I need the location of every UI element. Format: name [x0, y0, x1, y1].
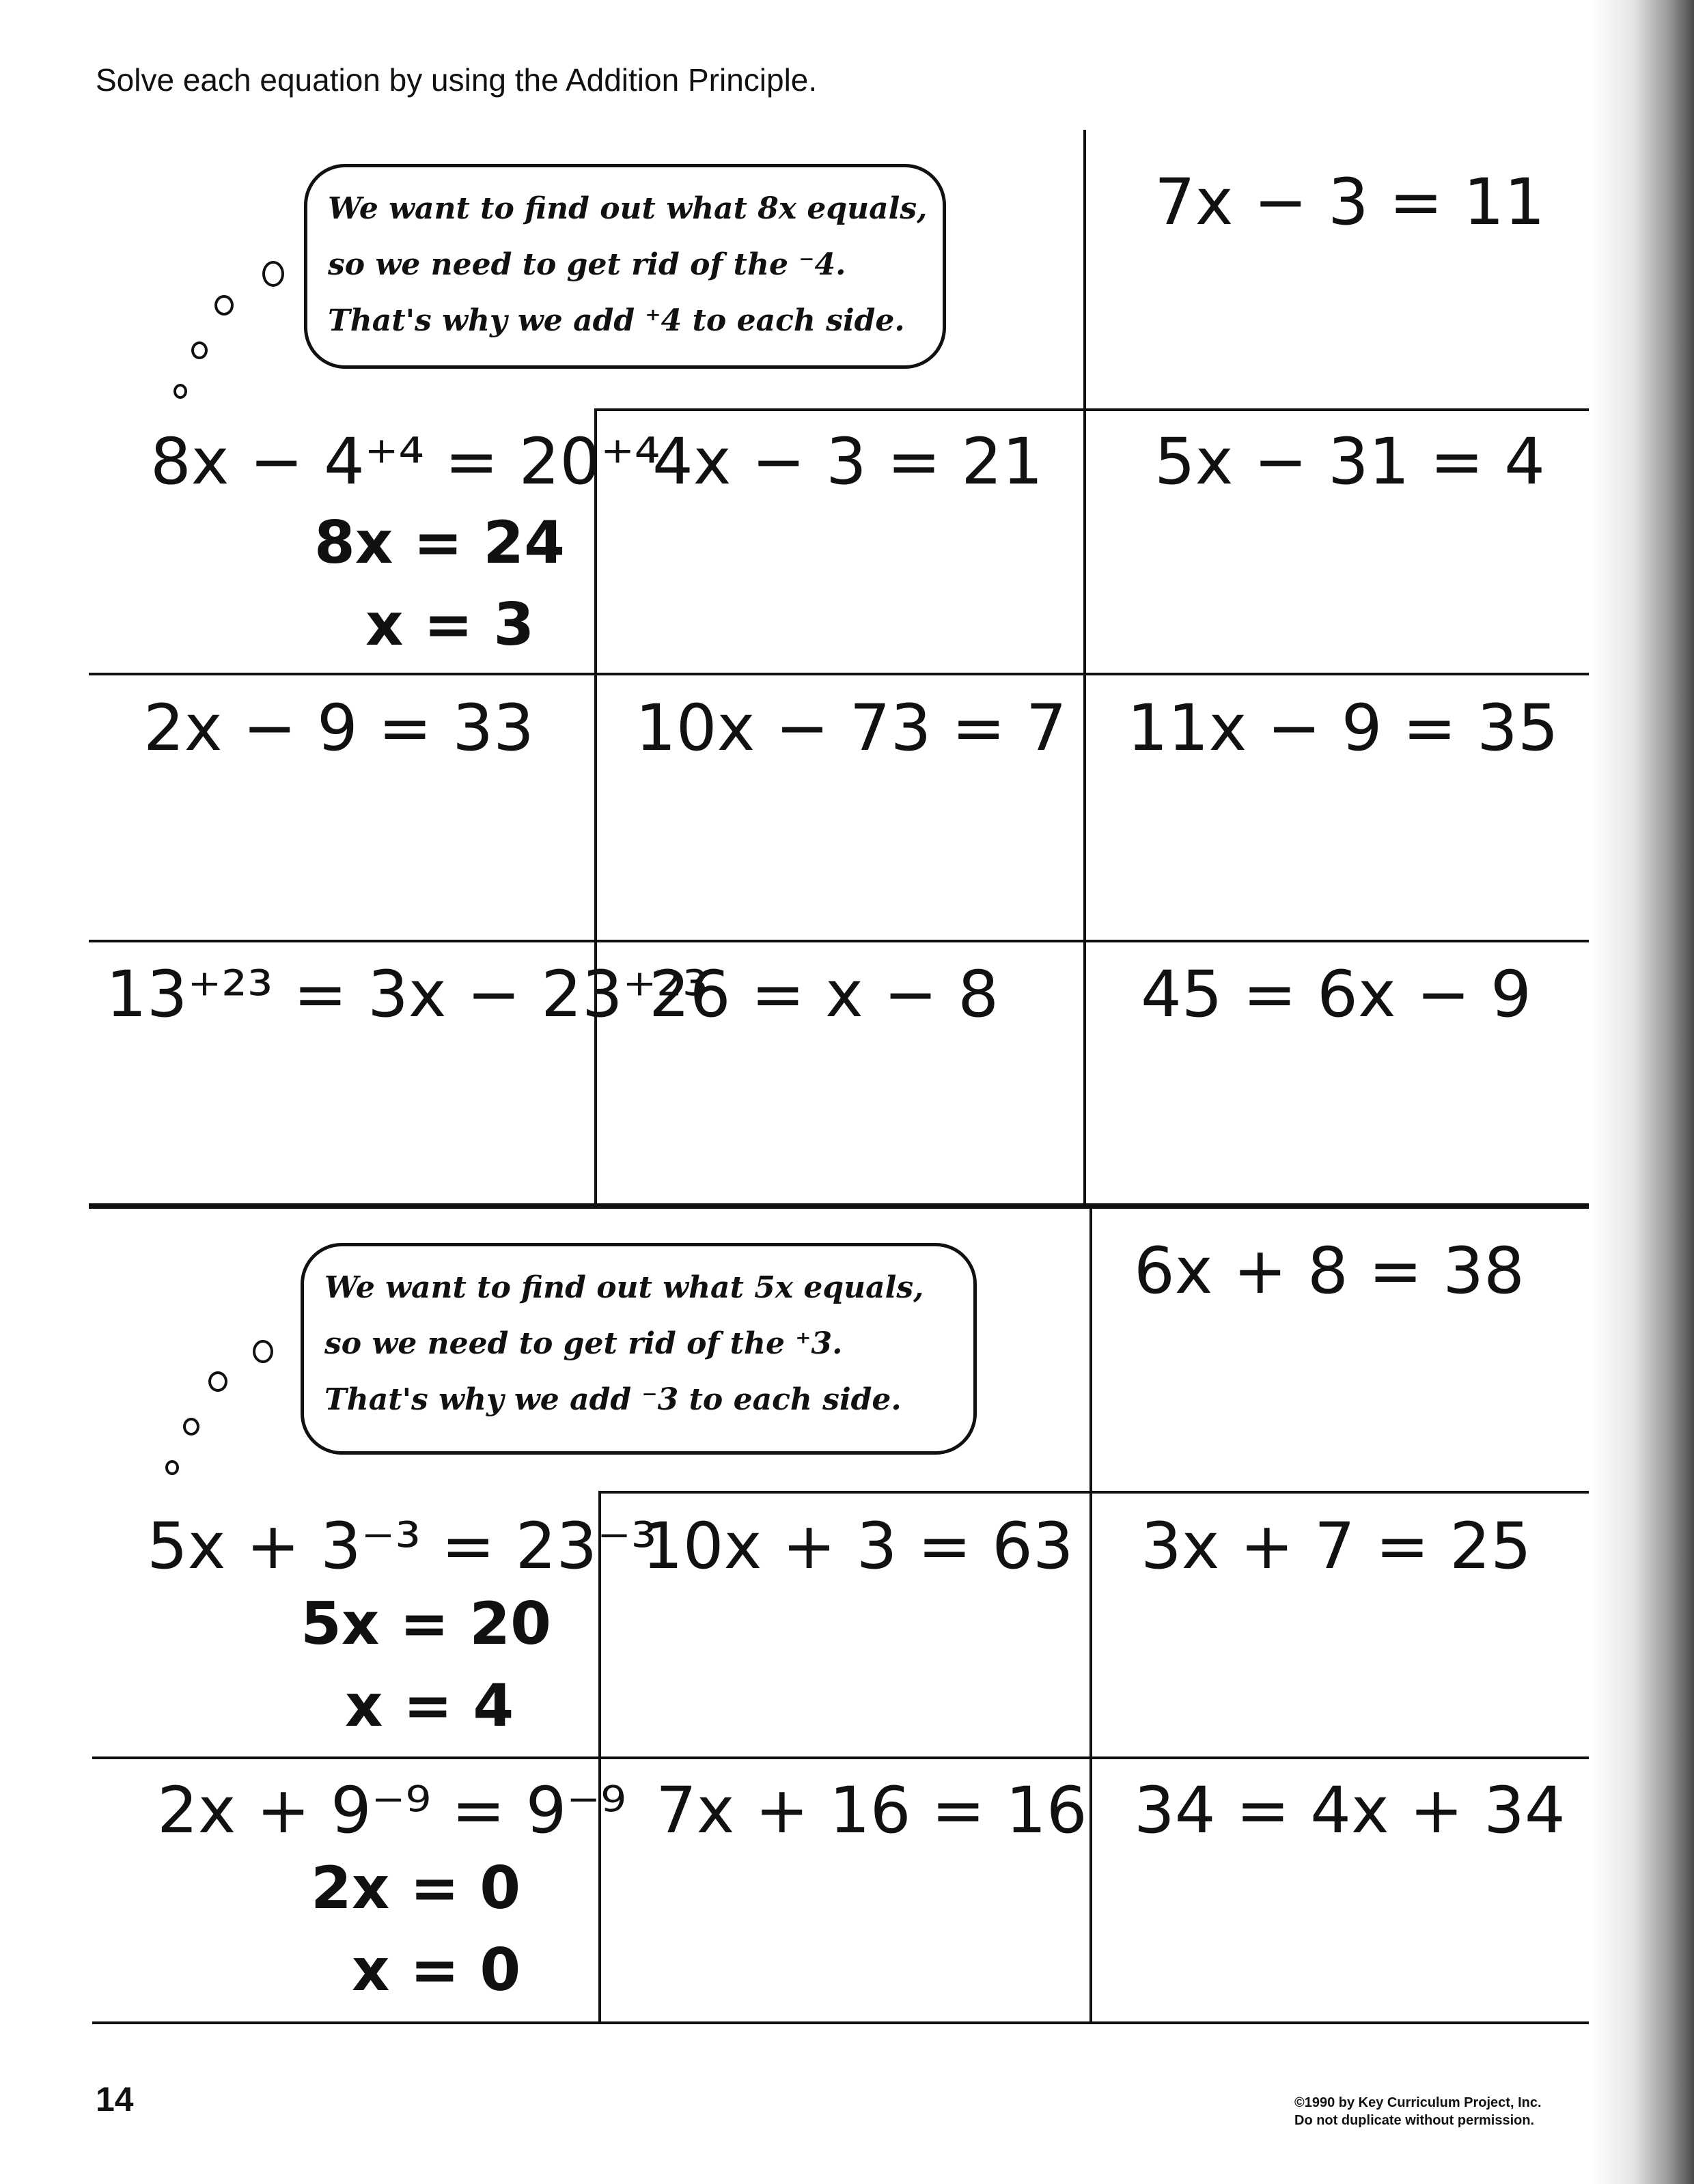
problem-2: 4x − 3 = 21	[652, 425, 1043, 499]
thought-dot	[191, 341, 208, 359]
grid-vline-right-bottom	[1089, 1209, 1092, 2024]
section-divider	[89, 1203, 1589, 1209]
thought-dot	[183, 1418, 199, 1436]
copyright-notice	[1294, 2094, 1542, 2129]
bubble1-line1: We want to find out what 8x equals,	[328, 191, 928, 226]
problem-14: 34 = 4x + 34	[1134, 1774, 1566, 1848]
problem-5: 10x − 73 = 7	[635, 691, 1067, 766]
problem-4: 2x − 9 = 33	[143, 691, 534, 766]
thought-dot	[208, 1371, 227, 1392]
copyright-line2: Do not duplicate without permission.	[1294, 2113, 1535, 2128]
example1-step1: 8x = 24	[314, 509, 565, 577]
thought-dot	[214, 295, 234, 316]
grid-hline-1	[594, 408, 1589, 411]
problem-6: 11x − 9 = 35	[1127, 691, 1559, 766]
problem-10: 6x + 8 = 38	[1134, 1234, 1525, 1308]
grid-hline-2	[89, 673, 1589, 675]
problem-3: 5x − 31 = 4	[1154, 425, 1545, 499]
bubble2-line1: We want to find out what 5x equals,	[324, 1270, 924, 1305]
grid-vline-right-top	[1083, 130, 1086, 1209]
example2-step2: x = 4	[345, 1672, 514, 1740]
bubble1-line3: That's why we add ⁺4 to each side.	[328, 303, 905, 338]
problem-11: 10x + 3 = 63	[642, 1509, 1074, 1584]
thought-dot	[165, 1460, 179, 1475]
grid-hline-6	[92, 2021, 1589, 2024]
problem-8: 26 = x − 8	[649, 957, 999, 1032]
thought-dot	[262, 261, 284, 287]
example1-equation: 8x − 4⁺⁴ = 20⁺⁴	[150, 425, 661, 499]
thought-bubble-2	[301, 1243, 977, 1455]
example3-step2: x = 0	[352, 1936, 521, 2004]
problem-1: 7x − 3 = 11	[1154, 165, 1545, 240]
problem-13: 7x + 16 = 16	[656, 1774, 1087, 1848]
page-edge-shadow	[1592, 0, 1694, 2184]
grid-vline-left-top	[594, 410, 597, 1209]
problem-9: 45 = 6x − 9	[1141, 957, 1531, 1032]
grid-hline-3	[89, 940, 1589, 942]
bubble2-line3: That's why we add ⁻3 to each side.	[324, 1382, 902, 1417]
example2-step1: 5x = 20	[301, 1590, 551, 1658]
example2-equation: 5x + 3⁻³ = 23⁻³	[147, 1509, 657, 1584]
bubble1-line2: so we need to get rid of the ⁻4.	[328, 247, 846, 282]
thought-dot	[253, 1340, 273, 1363]
grid-hline-4	[598, 1491, 1589, 1494]
thought-dot	[173, 384, 187, 399]
example3-step1: 2x = 0	[311, 1854, 521, 1922]
problem-7: 13⁺²³ = 3x − 23⁺²³	[106, 957, 708, 1032]
example1-step2: x = 3	[365, 591, 535, 659]
grid-hline-5	[92, 1756, 1589, 1759]
thought-bubble-1	[304, 164, 946, 369]
problem-12: 3x + 7 = 25	[1141, 1509, 1531, 1584]
copyright-line1: ©1990 by Key Curriculum Project, Inc.	[1294, 2095, 1542, 2110]
page-number: 14	[96, 2080, 134, 2118]
instruction-text: Solve each equation by using the Addition Principle.	[96, 62, 818, 98]
bubble2-line2: so we need to get rid of the ⁺3.	[324, 1326, 843, 1361]
example3-equation: 2x + 9⁻⁹ = 9⁻⁹	[157, 1774, 626, 1848]
